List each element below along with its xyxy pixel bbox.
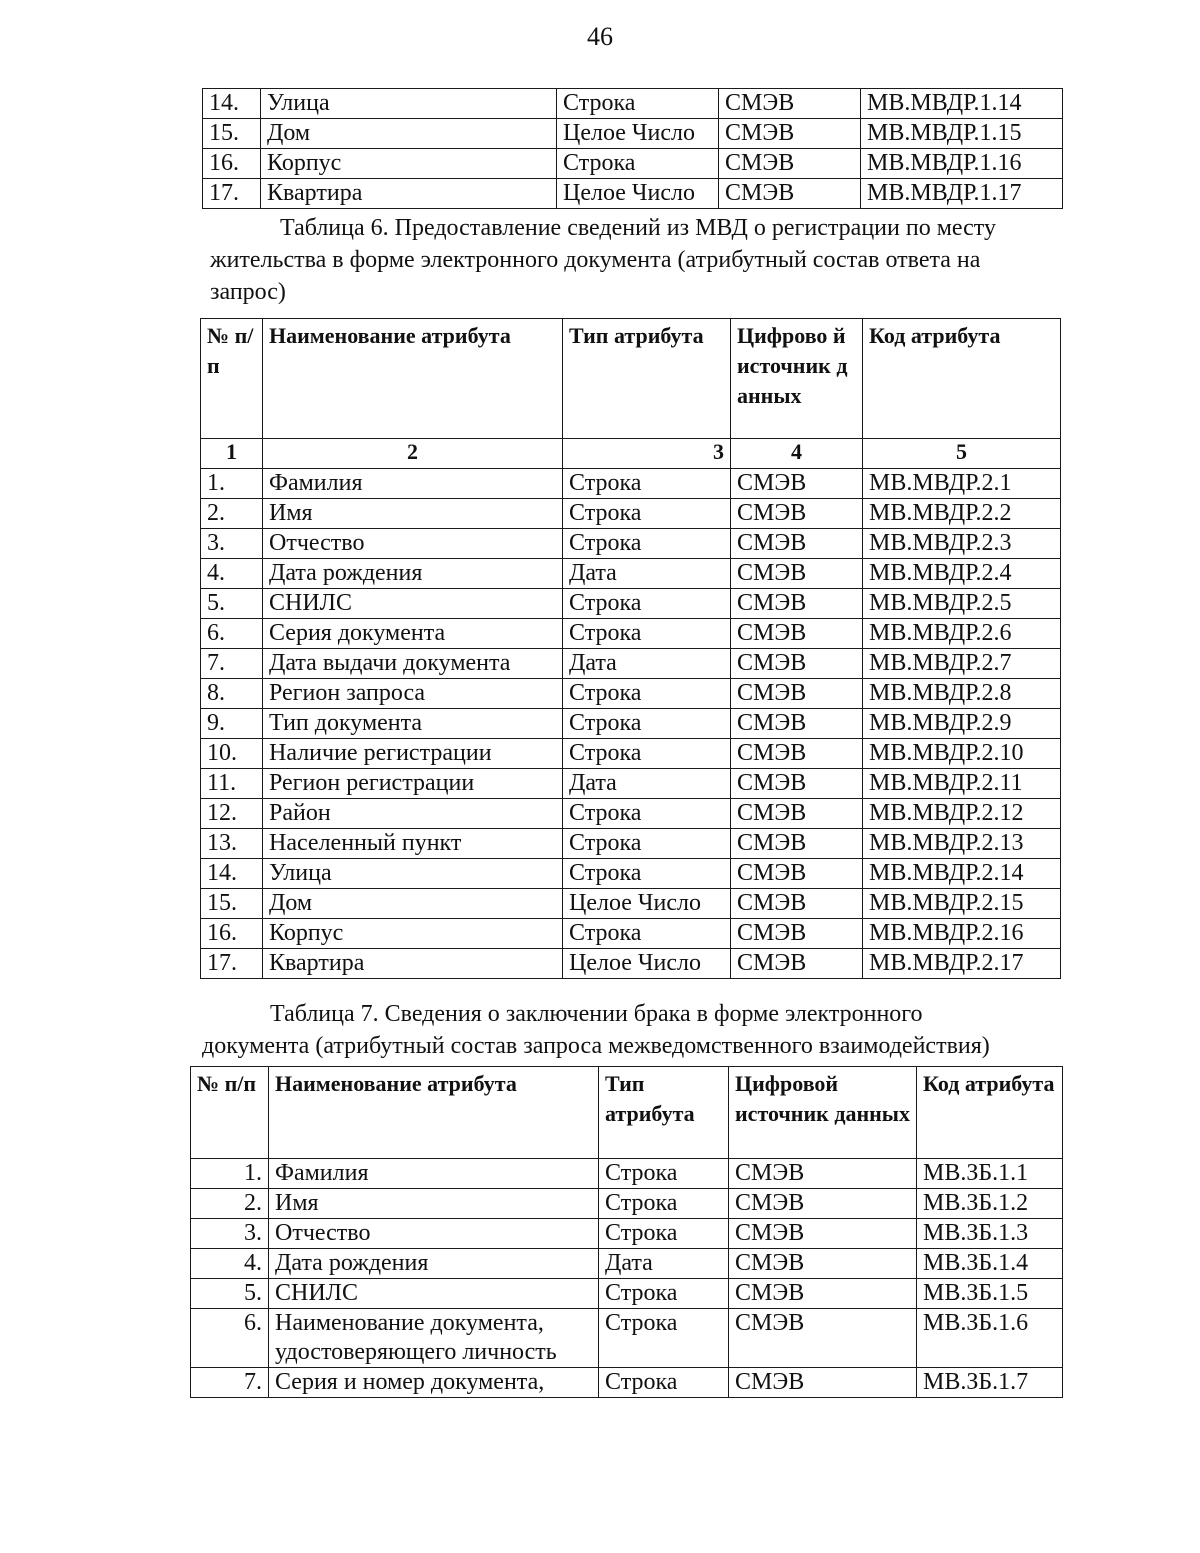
cell-n: 17. [201, 949, 263, 979]
table-row [201, 679, 1061, 709]
cell-n: 3. [201, 529, 263, 559]
cell-type: Строка [599, 1189, 729, 1219]
cell-code: МВ.МВДР.1.14 [861, 89, 1063, 119]
cell-code: МВ.МВДР.2.7 [863, 649, 1061, 679]
table6-colnum: 3 [563, 439, 731, 469]
cell-code: МВ.МВДР.2.12 [863, 799, 1061, 829]
cell-name: Тип документа [263, 709, 563, 739]
cell-n: 7. [201, 649, 263, 679]
table6-header-code: Код атрибута [863, 319, 1061, 439]
cell-type: Строка [599, 1159, 729, 1189]
cell-type: Дата [563, 649, 731, 679]
cell-type: Дата [599, 1249, 729, 1279]
cell-type: Целое Число [563, 949, 731, 979]
cell-n: 8. [201, 679, 263, 709]
cell-code: МВ.ЗБ.1.3 [917, 1219, 1063, 1249]
cell-n: 13. [201, 829, 263, 859]
cell-source: СМЭВ [731, 799, 863, 829]
cell-name: Наличие регистрации [263, 739, 563, 769]
table-row [191, 1219, 1063, 1249]
table-row [201, 499, 1061, 529]
cell-type: Строка [563, 679, 731, 709]
cell-code: МВ.МВДР.1.15 [861, 119, 1063, 149]
cell-source: СМЭВ [729, 1159, 917, 1189]
cell-type: Строка [563, 799, 731, 829]
table6-caption-line1: Таблица 6. Предоставление сведений из МВД о регистрации по месту [280, 215, 996, 241]
table-row [201, 469, 1061, 499]
cell-n: 5. [191, 1279, 269, 1309]
cell-type: Строка [563, 829, 731, 859]
cell-name: Фамилия [269, 1159, 599, 1189]
table6-colnum: 1 [201, 439, 263, 469]
table-row [201, 769, 1061, 799]
cell-name: Улица [263, 859, 563, 889]
table6-header-n: № п/п [201, 319, 263, 439]
cell-type: Строка [563, 499, 731, 529]
cell-code: МВ.МВДР.2.15 [863, 889, 1061, 919]
cell-type: Строка [557, 149, 719, 179]
cell-n: 9. [201, 709, 263, 739]
table-row [191, 1159, 1063, 1189]
table-continued-body [203, 89, 1063, 209]
cell-name: Улица [261, 89, 557, 119]
cell-name: Дата рождения [269, 1249, 599, 1279]
cell-source: СМЭВ [729, 1279, 917, 1309]
cell-name: Населенный пункт [263, 829, 563, 859]
cell-code: МВ.МВДР.2.10 [863, 739, 1061, 769]
table-row [191, 1249, 1063, 1279]
cell-name: Дом [263, 889, 563, 919]
cell-source: СМЭВ [729, 1219, 917, 1249]
table6-caption-line2: жительства в форме электронного документа (атрибутный состав ответа на [210, 247, 981, 273]
table-row [201, 559, 1061, 589]
cell-name: Квартира [263, 949, 563, 979]
cell-n: 14. [201, 859, 263, 889]
cell-code: МВ.МВДР.1.17 [861, 179, 1063, 209]
cell-name: СНИЛС [269, 1279, 599, 1309]
table7-header-row [191, 1067, 1063, 1159]
cell-source: СМЭВ [731, 619, 863, 649]
cell-source: СМЭВ [731, 589, 863, 619]
cell-source: СМЭВ [731, 499, 863, 529]
table6-caption-line3: запрос) [210, 279, 286, 305]
cell-source: СМЭВ [731, 919, 863, 949]
table-row [201, 889, 1061, 919]
cell-n: 1. [191, 1159, 269, 1189]
cell-n: 14. [203, 89, 261, 119]
cell-name: Фамилия [263, 469, 563, 499]
table-row [201, 919, 1061, 949]
table6-header-row [201, 319, 1061, 439]
table-row [203, 149, 1063, 179]
cell-source: СМЭВ [719, 89, 861, 119]
table6-colnum: 2 [263, 439, 563, 469]
table-row [201, 799, 1061, 829]
cell-n: 16. [203, 149, 261, 179]
cell-n: 6. [191, 1309, 269, 1368]
table-row [201, 619, 1061, 649]
page-number: 46 [587, 22, 613, 51]
cell-source: СМЭВ [719, 179, 861, 209]
cell-source: СМЭВ [731, 859, 863, 889]
cell-type: Строка [563, 619, 731, 649]
cell-type: Строка [563, 529, 731, 559]
cell-type: Дата [563, 769, 731, 799]
cell-n: 15. [201, 889, 263, 919]
table-row [191, 1279, 1063, 1309]
cell-n: 2. [191, 1189, 269, 1219]
cell-code: МВ.ЗБ.1.2 [917, 1189, 1063, 1219]
cell-n: 6. [201, 619, 263, 649]
cell-name: Регион регистрации [263, 769, 563, 799]
cell-n: 2. [201, 499, 263, 529]
table-row [203, 179, 1063, 209]
cell-type: Целое Число [557, 179, 719, 209]
cell-name: Имя [263, 499, 563, 529]
cell-type: Целое Число [557, 119, 719, 149]
cell-type: Строка [563, 589, 731, 619]
cell-source: СМЭВ [731, 559, 863, 589]
table-row [203, 119, 1063, 149]
table6-header-type: Тип атрибута [563, 319, 731, 439]
cell-name: Квартира [261, 179, 557, 209]
table-row [201, 739, 1061, 769]
cell-name: Район [263, 799, 563, 829]
cell-source: СМЭВ [729, 1368, 917, 1398]
table-row [201, 709, 1061, 739]
table7-caption-line2: документа (атрибутный состав запроса межведомственного взаимодействия) [202, 1033, 990, 1059]
cell-code: МВ.МВДР.2.5 [863, 589, 1061, 619]
cell-n: 7. [191, 1368, 269, 1398]
cell-type: Строка [563, 919, 731, 949]
cell-source: СМЭВ [729, 1249, 917, 1279]
table7-header-type: Тип атрибута [599, 1067, 729, 1159]
cell-name: Корпус [261, 149, 557, 179]
cell-name: Отчество [263, 529, 563, 559]
cell-source: СМЭВ [731, 949, 863, 979]
cell-code: МВ.МВДР.2.16 [863, 919, 1061, 949]
cell-code: МВ.МВДР.2.13 [863, 829, 1061, 859]
cell-type: Строка [557, 89, 719, 119]
cell-name: Дом [261, 119, 557, 149]
cell-n: 16. [201, 919, 263, 949]
cell-type: Строка [563, 469, 731, 499]
cell-name: Серия и номер документа, [269, 1368, 599, 1398]
table-row [201, 859, 1061, 889]
cell-code: МВ.МВДР.1.16 [861, 149, 1063, 179]
cell-source: СМЭВ [731, 529, 863, 559]
table6-body [201, 469, 1061, 979]
table7-header-code: Код атрибута [917, 1067, 1063, 1159]
cell-type: Строка [599, 1368, 729, 1398]
cell-code: МВ.ЗБ.1.5 [917, 1279, 1063, 1309]
cell-type: Строка [599, 1309, 729, 1368]
cell-source: СМЭВ [719, 149, 861, 179]
cell-n: 15. [203, 119, 261, 149]
table6 [200, 318, 1061, 979]
cell-code: МВ.МВДР.2.8 [863, 679, 1061, 709]
table7-header-name: Наименование атрибута [269, 1067, 599, 1159]
cell-name: Дата выдачи документа [263, 649, 563, 679]
cell-source: СМЭВ [719, 119, 861, 149]
cell-n: 3. [191, 1219, 269, 1249]
cell-code: МВ.МВДР.2.9 [863, 709, 1061, 739]
cell-code: МВ.МВДР.2.2 [863, 499, 1061, 529]
cell-source: СМЭВ [731, 739, 863, 769]
cell-name: Серия документа [263, 619, 563, 649]
cell-source: СМЭВ [731, 769, 863, 799]
cell-type: Дата [563, 559, 731, 589]
cell-code: МВ.МВДР.2.4 [863, 559, 1061, 589]
cell-source: СМЭВ [731, 679, 863, 709]
cell-code: МВ.МВДР.2.1 [863, 469, 1061, 499]
cell-source: СМЭВ [731, 709, 863, 739]
cell-n: 10. [201, 739, 263, 769]
table6-header-name: Наименование атрибута [263, 319, 563, 439]
cell-code: МВ.ЗБ.1.7 [917, 1368, 1063, 1398]
cell-code: МВ.МВДР.2.6 [863, 619, 1061, 649]
cell-source: СМЭВ [731, 889, 863, 919]
cell-name: СНИЛС [263, 589, 563, 619]
cell-source: СМЭВ [729, 1309, 917, 1368]
table7-caption [202, 998, 1062, 1062]
table-row [201, 529, 1061, 559]
table-row [203, 89, 1063, 119]
cell-n: 4. [201, 559, 263, 589]
cell-type: Строка [563, 859, 731, 889]
cell-type: Строка [599, 1219, 729, 1249]
table7-caption-line1: Таблица 7. Сведения о заключении брака в форме электронного [270, 1001, 923, 1027]
cell-source: СМЭВ [731, 649, 863, 679]
cell-name: Наименование документа, удостоверяющего личность [269, 1309, 599, 1368]
cell-code: МВ.ЗБ.1.4 [917, 1249, 1063, 1279]
cell-code: МВ.МВДР.2.14 [863, 859, 1061, 889]
cell-code: МВ.МВДР.2.3 [863, 529, 1061, 559]
cell-type: Строка [563, 739, 731, 769]
cell-type: Строка [599, 1279, 729, 1309]
table7-header-n: № п/п [191, 1067, 269, 1159]
cell-code: МВ.ЗБ.1.1 [917, 1159, 1063, 1189]
table6-column-number-row [201, 439, 1061, 469]
cell-name: Корпус [263, 919, 563, 949]
cell-source: СМЭВ [729, 1189, 917, 1219]
table6-caption [210, 212, 1060, 308]
cell-code: МВ.МВДР.2.11 [863, 769, 1061, 799]
cell-n: 1. [201, 469, 263, 499]
cell-name: Отчество [269, 1219, 599, 1249]
cell-n: 4. [191, 1249, 269, 1279]
cell-n: 12. [201, 799, 263, 829]
cell-n: 17. [203, 179, 261, 209]
table6-header-source: Цифрово й источник данных [731, 319, 863, 439]
table-row [201, 589, 1061, 619]
table-row [191, 1309, 1063, 1368]
table-row [201, 649, 1061, 679]
cell-code: МВ.ЗБ.1.6 [917, 1309, 1063, 1368]
cell-type: Строка [563, 709, 731, 739]
cell-name: Имя [269, 1189, 599, 1219]
cell-source: СМЭВ [731, 469, 863, 499]
table-row [191, 1368, 1063, 1398]
cell-name: Регион запроса [263, 679, 563, 709]
table7 [190, 1066, 1063, 1398]
cell-code: МВ.МВДР.2.17 [863, 949, 1061, 979]
cell-source: СМЭВ [731, 829, 863, 859]
cell-type: Целое Число [563, 889, 731, 919]
cell-n: 11. [201, 769, 263, 799]
table-row [191, 1189, 1063, 1219]
table-row [201, 949, 1061, 979]
cell-name: Дата рождения [263, 559, 563, 589]
cell-n: 5. [201, 589, 263, 619]
table7-body [191, 1159, 1063, 1398]
table-continued [202, 88, 1063, 209]
table-row [201, 829, 1061, 859]
table6-colnum: 4 [731, 439, 863, 469]
table6-colnum: 5 [863, 439, 1061, 469]
table7-header-source: Цифровой источник данных [729, 1067, 917, 1159]
